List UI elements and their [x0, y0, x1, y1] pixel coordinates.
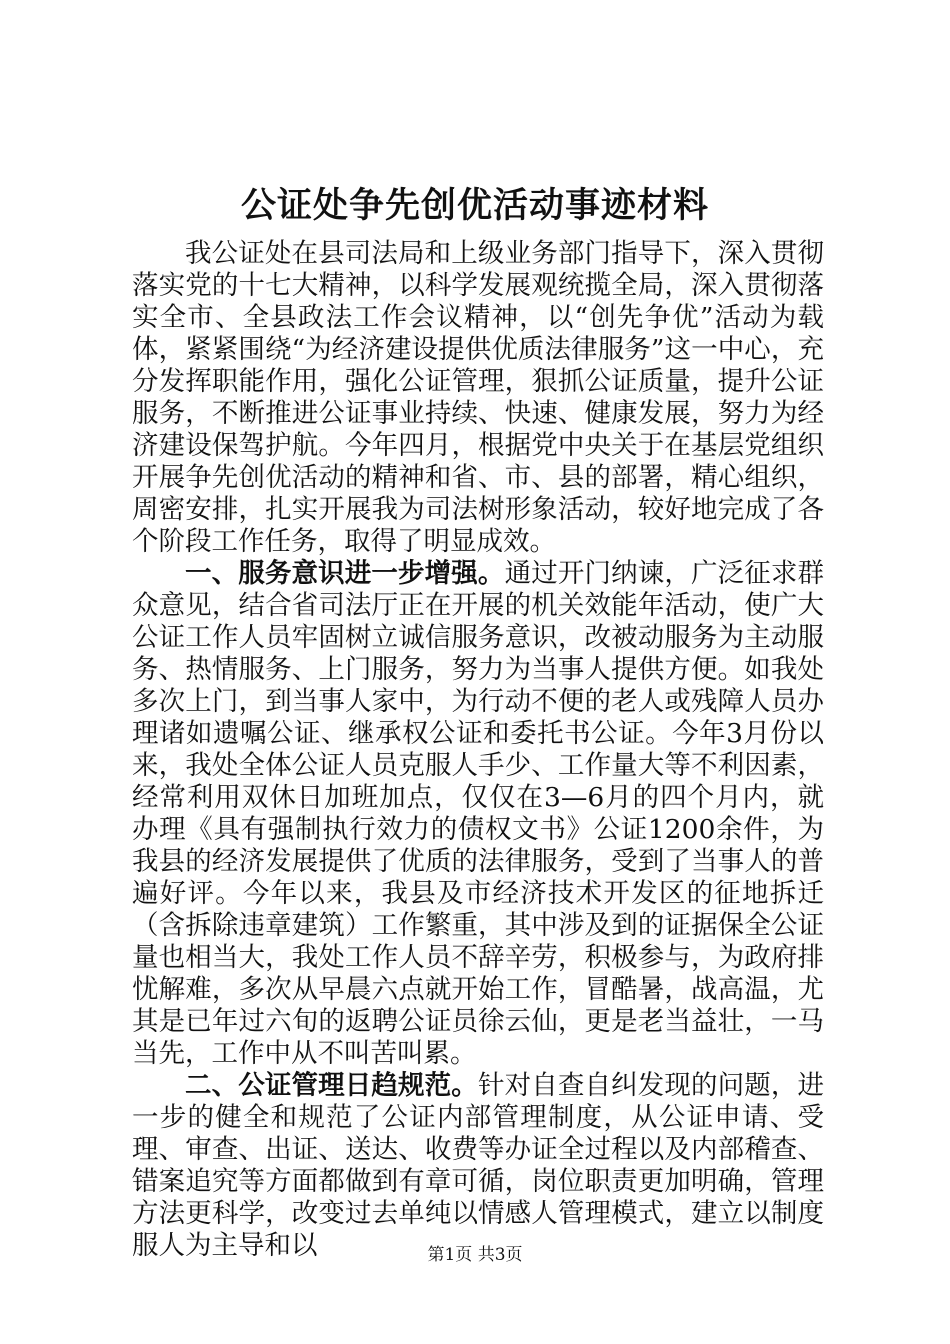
page-number-footer: 第1页 共3页 — [427, 1245, 523, 1265]
paragraph-text: 我公证处在县司法局和上级业务部门指导下，深入贯彻落实党的十七大精神，以科学发展观统揽全局，深入贯彻落实全市、全县政法工作会议精神，以“创先争优”活动为载体，紧紧围绕“为经济建设提供优质法律服务”这一中心，充分发挥职能作用，强化公证管理，狠抓公证质量，提升公证服务，不断推进公证事业持续、快速、健康发展，努力为经济建设保驾护航。今年四月，根据党中央关于在基层党组织开展争先创优活动的精神和省、市、县的部署，精心组织，周密安排，扎实开展我为司法树形象活动，较好地完成了各个阶段工作任务，取得了明显成效。 — [132, 238, 824, 557]
section-two-heading: 二、公证管理日趋规范。 — [185, 1070, 478, 1101]
intro-paragraph — [132, 238, 824, 558]
section-one-heading: 一、服务意识进一步增强。 — [185, 558, 505, 589]
section-one-paragraph — [132, 558, 824, 1070]
document-body — [132, 238, 824, 1262]
section-two-paragraph — [132, 1070, 824, 1262]
section-two-text: 针对自查自纠发现的问题，进一步的健全和规范了公证内部管理制度，从公证申请、受理、审查、出证、送达、收费等办证全过程以及内部稽查、错案追究等方面都做到有章可循，岗位职责更加明确，管理方法更科学，改变过去单纯以情感人管理模式，建立以制度服人为主导和以 — [132, 1070, 825, 1261]
section-one-text: 通过开门纳谏，广泛征求群众意见，结合省司法厅正在开展的机关效能年活动，使广大公证工作人员牢固树立诚信服务意识，改被动服务为主动服务、热情服务、上门服务，努力为当事人提供方便。如我处多次上门，到当事人家中，为行动不便的老人或残障人员办理诸如遗嘱公证、继承权公证和委托书公证。今年3月份以来，我处全体公证人员克服人手少、工作量大等不利因素，经常利用双休日加班加点，仅仅在3—6月的四个月内，就办理《具有强制执行效力的债权文书》公证1200余件，为我县的经济发展提供了优质的法律服务，受到了当事人的普遍好评。今年以来，我县及市经济技术开发区的征地拆迁（含拆除违章建筑）工作繁重，其中涉及到的证据保全公证量也相当大，我处工作人员不辞辛劳，积极参与，为政府排忧解难，多次从早晨六点就开始工作，冒酷暑，战高温，尤其是已年过六旬的返聘公证员徐云仙，更是老当益壮，一马当先，工作中从不叫苦叫累。 — [132, 558, 825, 1069]
document-title: 公证处争先创优活动事迹材料 — [240, 186, 709, 226]
